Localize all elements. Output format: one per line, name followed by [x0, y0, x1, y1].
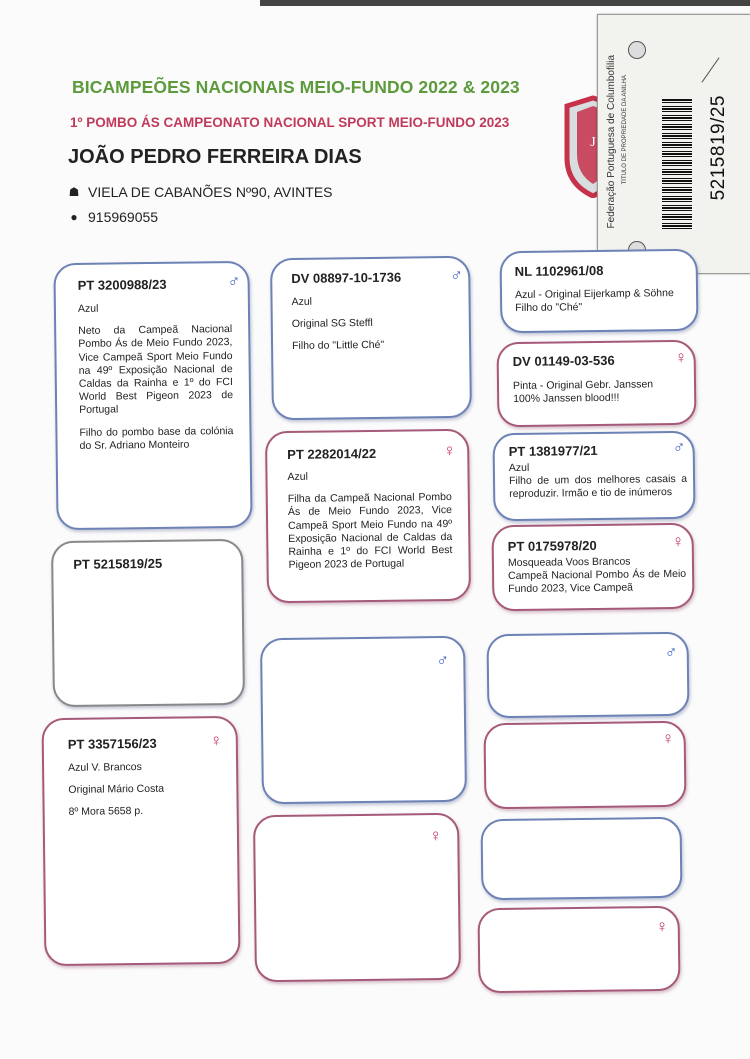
description-text: Azul - Original Eijerkamp & Söhne — [514, 287, 674, 302]
card-granddam-1 — [496, 340, 696, 427]
card-empty-female — [253, 813, 461, 983]
color-text: Azul V. Brancos — [68, 760, 142, 774]
card-empty-male — [260, 636, 467, 804]
color-text: Azul — [287, 470, 309, 483]
female-icon: ♀ — [661, 728, 675, 749]
description-text: Pinta - Original Gebr. Janssen — [512, 378, 654, 393]
sticker-ring-number: 5215819/25 — [708, 95, 729, 201]
svg-text:J: J — [590, 135, 596, 150]
card-empty-female-small-2 — [477, 906, 680, 993]
federation-logo-icon — [628, 41, 646, 59]
address-row — [68, 184, 333, 200]
male-icon: ♂ — [450, 265, 464, 286]
description-text: Filha da Campeã Nacional Pombo Ás de Meio Fundo 2023, Vice Campeã Sport Meio Fundo na 49º Exposição Nacional de Caldas da Rainha e 1º do FCI World Best Pigeon 2023 de Portugal — [287, 491, 453, 572]
card-text — [78, 301, 234, 462]
card-empty-small — [481, 817, 683, 900]
color-text: Azul — [291, 295, 313, 308]
ring-number: DV 01149-03-536 — [512, 352, 615, 370]
federation-name: Federação Portuguesa de Columbofilia — [606, 55, 617, 229]
description-text: Filho do "Little Ché" — [292, 339, 385, 353]
card-text — [515, 287, 695, 316]
card-text — [509, 460, 687, 502]
card-text — [287, 469, 452, 581]
male-icon: ♂ — [436, 650, 450, 671]
ring-number: PT 1381977/21 — [508, 442, 598, 460]
male-icon: ♂ — [664, 642, 678, 663]
male-icon: ♂ — [672, 437, 686, 458]
card-dam — [265, 429, 471, 603]
card-text — [513, 378, 689, 407]
sticker-title: TÍTULO DE PROPRIEDADE DA ANILHA — [622, 75, 628, 185]
pen-mark — [701, 57, 719, 82]
description-text: Original Mário Costa — [68, 782, 165, 797]
female-icon: ♀ — [209, 730, 223, 751]
description-text: Neto da Campeã Nacional Pombo Ás de Meio Fundo 2023, Vice Campeã Sport Meio Fundo na 49º Exposição Nacional de Caldas da Rainha e 1º do FCI World Best Pigeon 2023 de Portugal — [78, 323, 234, 417]
barcode — [662, 99, 692, 229]
top-edge-line — [260, 0, 750, 6]
card-grandsire-2 — [492, 431, 695, 521]
ring-number: PT 0175978/20 — [507, 537, 597, 555]
card-text — [508, 555, 686, 597]
phone-text: 915969055 — [88, 209, 159, 225]
description-text: Campeã Nacional Pombo Ás de Meio Fundo 2023, Vice Campeã — [508, 568, 687, 596]
color-text: Azul — [508, 461, 530, 475]
card-empty-female-small — [483, 721, 686, 809]
address-text: VIELA DE CABANÕES Nº90, AVINTES — [88, 184, 333, 200]
card-sire — [270, 256, 472, 420]
ring-number: PT 2282014/22 — [287, 445, 377, 462]
page-title: BICAMPEÕES NACIONAIS MEIO-FUNDO 2022 & 2023 — [72, 77, 520, 97]
card-grandsire-1 — [500, 249, 699, 333]
female-icon: ♀ — [671, 531, 685, 552]
female-icon: ♀ — [443, 440, 457, 461]
description-text: Filho do pombo base da colónia do Sr. Adriano Monteiro — [79, 424, 234, 452]
description-text: Filho do "Ché" — [515, 301, 583, 315]
female-icon: ♀ — [429, 825, 443, 846]
card-dam-line — [41, 716, 240, 966]
description-text: 8º Mora 5658 p. — [68, 805, 144, 819]
ring-number: PT 3357156/23 — [67, 735, 157, 752]
card-granddam-2 — [491, 523, 694, 611]
ring-number: DV 08897-10-1736 — [291, 269, 402, 286]
card-subject — [53, 261, 252, 530]
ring-number: PT 5215819/25 — [73, 555, 163, 572]
phone-row — [68, 209, 158, 225]
color-text: Mosqueada Voos Brancos — [507, 555, 631, 570]
female-icon: ♀ — [674, 347, 688, 368]
description-text: Filho de um dos melhores casais a reproduzir. Irmão e tio de inúmeros — [508, 473, 688, 501]
card-empty-male-small — [486, 632, 689, 718]
male-icon: ♂ — [227, 271, 241, 292]
ring-ownership-sticker — [597, 14, 750, 274]
color-text: Azul — [77, 302, 99, 315]
description-text: 100% Janssen blood!!! — [513, 391, 620, 406]
page-subtitle: 1º POMBO ÁS CAMPEONATO NACIONAL SPORT MEIO-FUNDO 2023 — [70, 115, 510, 130]
card-subject-ring — [51, 539, 245, 707]
card-text — [68, 760, 219, 828]
ring-number: NL 1102961/08 — [514, 262, 604, 280]
description-text: Original SG Steffl — [291, 317, 373, 331]
owner-name: JOÃO PEDRO FERREIRA DIAS — [68, 146, 362, 168]
card-text — [291, 294, 452, 363]
female-icon: ♀ — [655, 916, 669, 937]
home-icon: ☗ — [68, 185, 80, 199]
ring-number: PT 3200988/23 — [77, 276, 167, 293]
phone-icon: ● — [70, 210, 78, 224]
